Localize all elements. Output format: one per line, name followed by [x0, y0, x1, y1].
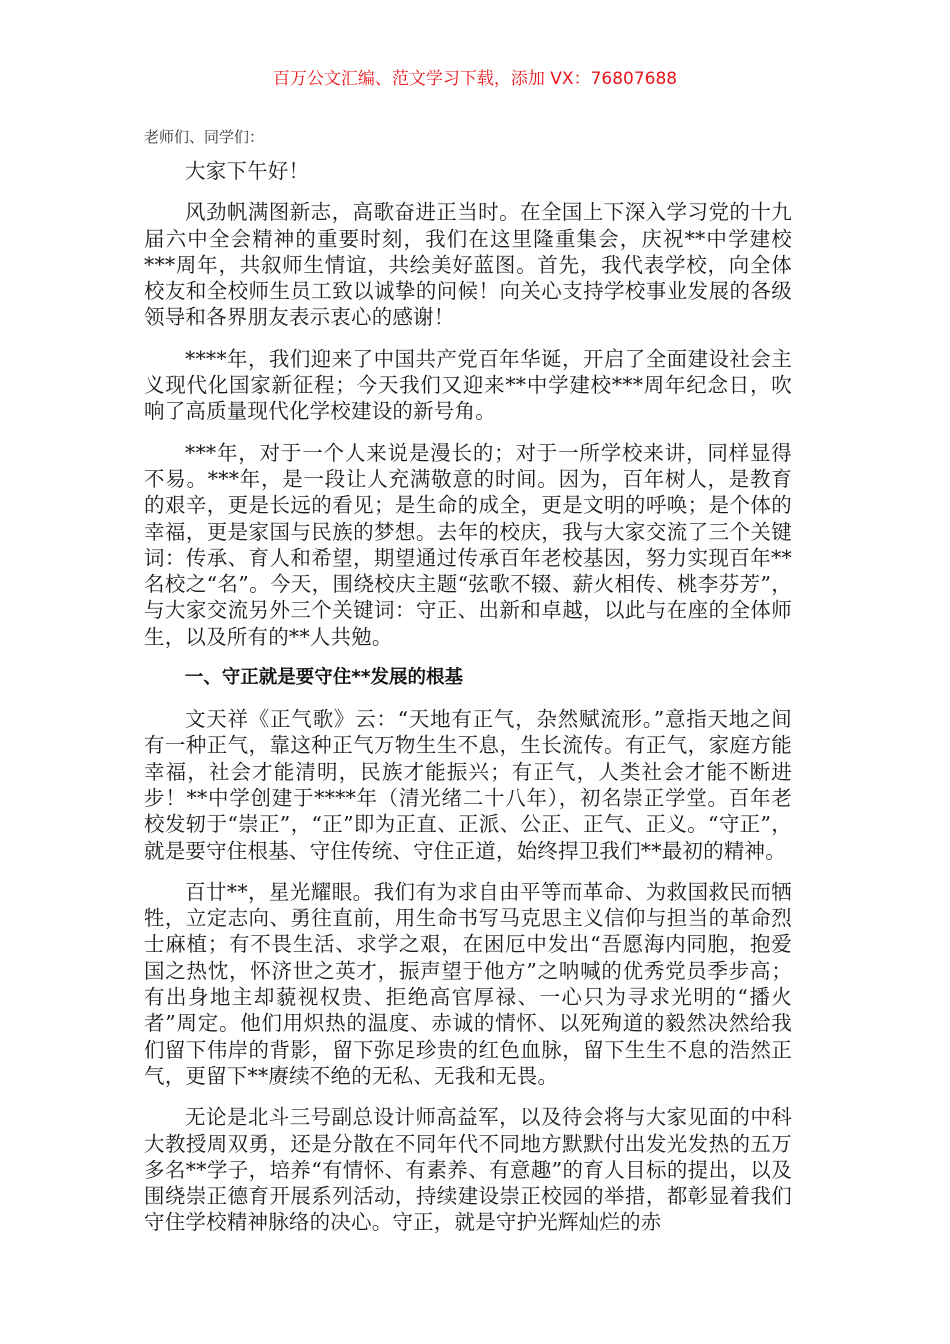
paragraph: ***年，对于一个人来说是漫长的；对于一所学校来讲，同样显得不易。***年，是一段让人充满敬意的时间。因为，百年树人，是教育的艰辛，更是长远的看见；是生命的成全，更是文明的呼唤；是个体的幸福，更是家国与民族的梦想。去年的校庆，我与大家交流了三个关键词：传承、育人和希望，期望通过传承百年老校基因，努力实现百年**名校之“名”。今天，围绕校庆主题“弦歌不辍、薪火相传、桃李芬芳”，与大家交流另外三个关键词：守正、出新和卓越，以此与在座的全体师生，以及所有的**人共勉。 [144, 440, 792, 649]
paragraph: 百廿**，星光耀眼。我们有为求自由平等而革命、为救国救民而牺牲，立定志向、勇往直前，用生命书写马克思主义信仰与担当的革命烈士麻植；有不畏生活、求学之艰，在困厄中发出“吾愿海内同胞，抱爱国之热忱，怀济世之英才，振声望于他方”之呐喊的优秀党员季步高；有出身地主却藐视权贵、拒绝高官厚禄、一心只为寻求光明的“播火者”周定。他们用炽热的温度、赤诚的情怀、以死殉道的毅然决然给我们留下伟岸的背影，留下弥足珍贵的红色血脉，留下生生不息的浩然正气，更留下**赓续不绝的无私、无我和无畏。 [144, 879, 792, 1088]
paragraph: 文天祥《正气歌》云：“天地有正气，杂然赋流形。”意指天地之间有一种正气，靠这种正气万物生生不息，生长流传。有正气，家庭方能幸福，社会才能清明，民族才能振兴；有正气，人类社会才能不断进步！**中学创建于****年（清光绪二十八年），初名崇正学堂。百年老校发轫于“崇正”，“正”即为正直、正派、公正、正气、正义。“守正”，就是要守住根基、守住传统、守住正道，始终捍卫我们**最初的精神。 [144, 707, 792, 863]
paragraph: 无论是北斗三号副总设计师高益军，以及待会将与大家见面的中科大教授周双勇，还是分散在不同年代不同地方默默付出发光发热的五万多名**学子，培养“有情怀、有素养、有意趣”的育人目标的提出，以及围绕崇正德育开展系列活动，持续建设崇正校园的举措，都彰显着我们守住学校精神脉络的决心。守正，就是守护光辉灿烂的赤 [144, 1105, 792, 1235]
paragraph: ****年，我们迎来了中国共产党百年华诞，开启了全面建设社会主义现代化国家新征程；今天我们又迎来**中学建校***周年纪念日，吹响了高质量现代化学校建设的新号角。 [144, 346, 792, 424]
paragraph: 风劲帆满图新志，高歌奋进正当时。在全国上下深入学习党的十九届六中全会精神的重要时刻，我们在这里隆重集会，庆祝**中学建校***周年，共叙师生情谊，共绘美好蓝图。首先，我代表学校，向全体校友和全校师生员工致以诚挚的问候！向关心支持学校事业发展的各级领导和各界朋友表示衷心的感谢！ [144, 200, 792, 330]
watermark-header: 百万公文汇编、范文学习下载，添加 VX：76807688 [272, 69, 678, 89]
section-heading: 一、守正就是要守住**发展的根基 [184, 667, 464, 689]
greeting: 大家下午好！ [185, 159, 310, 183]
salutation: 老师们、同学们： [144, 128, 265, 146]
document-body [144, 124, 792, 1251]
